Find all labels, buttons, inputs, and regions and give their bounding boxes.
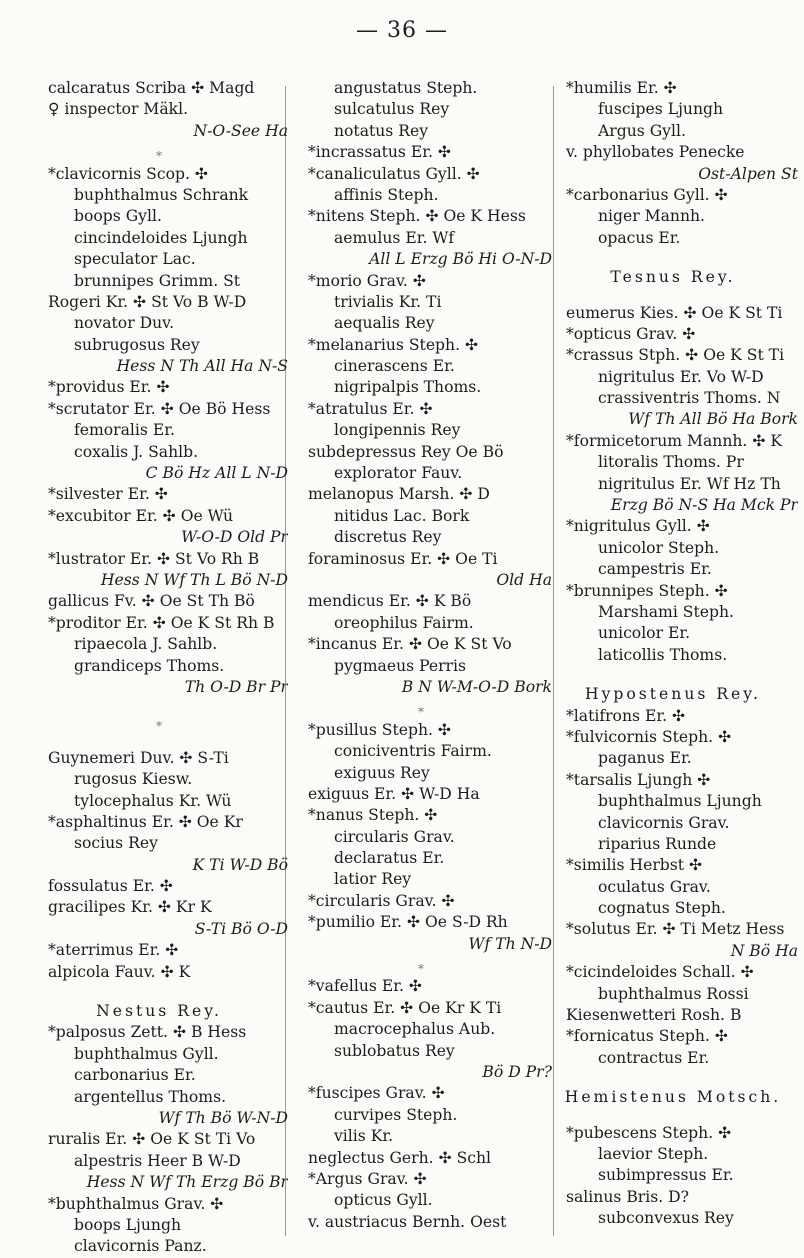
entry-line: Old Ha — [496, 570, 552, 589]
entry-line: macrocephalus Aub. — [334, 1020, 496, 1039]
entry-line: novator Duv. — [74, 314, 175, 333]
entry-line: latior Rey — [334, 870, 412, 889]
entry-line: boops Gyll. — [74, 207, 162, 226]
entry-line — [30, 698, 288, 712]
entry-line: speculator Lac. — [74, 250, 196, 269]
entry-line: *incanus Er. ✣ Oe K St Vo — [308, 635, 512, 654]
entry-line: *incrassatus Er. ✣ — [308, 143, 451, 162]
entry-line: buphthalmus Schrank — [74, 185, 249, 204]
entry-line: grandiceps Thoms. — [74, 656, 225, 675]
entry-line: affinis Steph. — [334, 185, 439, 204]
entry-line: Hess N Wf Th L Bö N-D — [100, 570, 288, 589]
entry-line: Guynemeri Duv. ✣ S-Ti — [48, 748, 229, 767]
entry-line: *crassus Stph. ✣ Oe K St Ti — [566, 346, 785, 365]
entry-line — [548, 1109, 798, 1123]
entry-line: Wf Th Bö W-N-D — [158, 1108, 288, 1127]
entry-line: *nanus Steph. ✣ — [308, 806, 438, 825]
genus-heading: Hemistenus Motsch. — [564, 1088, 782, 1107]
entry-line: tylocephalus Kr. Wü — [74, 791, 232, 810]
entry-line: mendicus Er. ✣ K Bö — [308, 592, 472, 611]
entry-line: longipennis Rey — [334, 421, 461, 440]
entry-line: K Ti W-D Bö — [192, 855, 288, 874]
entry-line: subconvexus Rey — [598, 1209, 734, 1228]
entry-line: *brunnipes Steph. ✣ — [566, 581, 728, 600]
entry-line: v. phyllobates Penecke — [566, 143, 745, 162]
entry-line: rugosus Kiesw. — [74, 770, 193, 789]
entry-line: laevior Steph. — [598, 1144, 709, 1163]
entry-line: *cautus Er. ✣ Oe Kr K Ti — [308, 998, 502, 1017]
entry-line: *palposus Zett. ✣ B Hess — [48, 1023, 247, 1042]
entry-line: *excubitor Er. ✣ Oe Wü — [48, 506, 234, 525]
entry-line: *lustrator Er. ✣ St Vo Rh B — [48, 549, 260, 568]
entry-line: *morio Grav. ✣ — [308, 271, 426, 290]
entry-line: sublobatus Rey — [334, 1041, 455, 1060]
entry-line: laticollis Thoms. — [598, 645, 728, 664]
entry-line: Bö D Pr? — [482, 1062, 552, 1081]
entry-line — [30, 983, 288, 997]
entry-line: gallicus Fv. ✣ Oe St Th Bö — [48, 592, 255, 611]
entry-line: *formicetorum Mannh. ✣ K — [566, 431, 783, 450]
text-column-right — [548, 78, 798, 1230]
entry-line: All L Erzg Bö Hi O-N-D — [369, 250, 552, 269]
entry-line: unicolor Steph. — [598, 538, 720, 557]
entry-line: coxalis J. Sahlb. — [74, 442, 199, 461]
text-column-middle — [290, 78, 552, 1233]
entry-line: *silvester Er. ✣ — [48, 485, 168, 504]
section-separator: ⁎ — [418, 701, 424, 716]
entry-line: exiguus Er. ✣ W-D Ha — [308, 784, 480, 803]
entry-line: argentellus Thoms. — [74, 1087, 227, 1106]
entry-line: boops Ljungh — [74, 1215, 182, 1234]
entry-line — [548, 289, 798, 303]
entry-line: notatus Rey — [334, 121, 429, 140]
entry-line: campestris Er. — [598, 560, 712, 579]
entry-line: opticus Gyll. — [334, 1191, 433, 1210]
entry-line: *melanarius Steph. ✣ — [308, 335, 479, 354]
entry-line: S-Ti Bö O-D — [194, 919, 288, 938]
entry-line: Argus Gyll. — [598, 121, 686, 140]
entry-line: *pubescens Steph. ✣ — [566, 1123, 732, 1142]
entry-line: riparius Runde — [598, 834, 717, 853]
entry-line: N Bö Ha — [730, 941, 798, 960]
entry-line: Rogeri Kr. ✣ St Vo B W-D — [48, 292, 247, 311]
entry-line: buphthalmus Ljungh — [598, 792, 762, 811]
entry-line: *tarsalis Ljungh ✣ — [566, 770, 711, 789]
entry-line: clavicornis Panz. — [74, 1237, 207, 1256]
entry-line: v. austriacus Bernh. Oest — [308, 1212, 507, 1231]
entry-line: *solutus Er. ✣ Ti Metz Hess — [566, 920, 785, 939]
entry-line: W-O-D Old Pr — [181, 528, 288, 547]
entry-line: *Argus Grav. ✣ — [308, 1169, 427, 1188]
entry-line: discretus Rey — [334, 528, 442, 547]
entry-line: neglectus Gerh. ✣ Schl — [308, 1148, 492, 1167]
entry-line: *cicindeloides Schall. ✣ — [566, 963, 754, 982]
entry-line: opacus Er. — [598, 228, 681, 247]
page-number: — 36 — — [356, 18, 448, 43]
entry-line — [548, 666, 798, 680]
genus-heading: Hypostenus Rey. — [585, 685, 761, 704]
entry-line: declaratus Er. — [334, 849, 445, 868]
entry-line: vilis Kr. — [334, 1127, 394, 1146]
entry-line: *carbonarius Gyll. ✣ — [566, 185, 728, 204]
entry-line: *nigritulus Gyll. ✣ — [566, 517, 710, 536]
entry-line: *circularis Grav. ✣ — [308, 891, 455, 910]
entry-line: femoralis Er. — [74, 421, 175, 440]
entry-line: gracilipes Kr. ✣ Kr K — [48, 898, 212, 917]
entry-line — [30, 734, 288, 748]
entry-line: circularis Grav. — [334, 827, 455, 846]
entry-line: ruralis Er. ✣ Oe K St Ti Vo — [48, 1130, 256, 1149]
entry-line: *opticus Grav. ✣ — [566, 324, 696, 343]
entry-line: subdepressus Rey Oe Bö — [308, 442, 504, 461]
entry-line: *similis Herbst ✣ — [566, 856, 703, 875]
entry-line: contractus Er. — [598, 1048, 710, 1067]
entry-line: trivialis Kr. Ti — [334, 292, 442, 311]
entry-line: Wf Th All Bö Ha Bork — [628, 410, 798, 429]
entry-line: explorator Fauv. — [334, 464, 463, 483]
entry-line: fossulatus Er. ✣ — [48, 877, 173, 896]
entry-line: Th O-D Br Pr — [184, 677, 288, 696]
entry-line: *aterrimus Er. ✣ — [48, 941, 179, 960]
entry-line: *fulvicornis Steph. ✣ — [566, 727, 732, 746]
entry-line: alpestris Heer B W-D — [74, 1151, 241, 1170]
entry-line: unicolor Er. — [598, 624, 691, 643]
entry-line: cognatus Steph. — [598, 899, 726, 918]
entry-line: *atratulus Er. ✣ — [308, 399, 433, 418]
entry-line: Hess N Wf Th Erzg Bö Br — [86, 1173, 288, 1192]
entry-line: melanopus Marsh. ✣ D — [308, 485, 490, 504]
entry-line: *vafellus Er. ✣ — [308, 977, 422, 996]
entry-line: subimpressus Er. — [598, 1166, 734, 1185]
entry-line: ripaecola J. Sahlb. — [74, 635, 218, 654]
entry-line: *scrutator Er. ✣ Oe Bö Hess — [48, 399, 271, 418]
entry-line: angustatus Steph. — [334, 79, 478, 97]
entry-line: Marshami Steph. — [598, 602, 734, 621]
entry-line: Kiesenwetteri Rosh. B — [566, 1006, 742, 1025]
entry-line: Hess N Th All Ha N-S — [116, 357, 288, 376]
entry-line: N-O-See Ha — [193, 121, 288, 140]
section-separator: ⁎ — [156, 715, 162, 730]
entry-line: *asphaltinus Er. ✣ Oe Kr — [48, 812, 243, 831]
entry-line: aequalis Rey — [334, 314, 435, 333]
entry-line: alpicola Fauv. ✣ K — [48, 962, 191, 981]
entry-line: Ost-Alpen St — [698, 164, 798, 183]
entry-line: foraminosus Er. ✣ Oe Ti — [308, 549, 498, 568]
entry-line: clavicornis Grav. — [598, 813, 730, 832]
entry-line: *nitens Steph. ✣ Oe K Hess — [308, 207, 526, 226]
entry-line: salinus Bris. D? — [566, 1187, 689, 1206]
entry-line: *pusillus Steph. ✣ — [308, 720, 451, 739]
entry-line — [548, 1069, 798, 1083]
entry-line: socius Rey — [74, 834, 158, 853]
entry-line: *providus Er. ✣ — [48, 378, 170, 397]
genus-heading: Tesnus Rey. — [610, 268, 736, 287]
entry-line: curvipes Steph. — [334, 1105, 458, 1124]
entry-line: *canaliculatus Gyll. ✣ — [308, 164, 480, 183]
entry-line: *humilis Er. ✣ — [566, 79, 677, 97]
entry-line: carbonarius Er. — [74, 1066, 196, 1085]
entry-line: cincindeloides Ljungh — [74, 228, 248, 247]
entry-line: eumerus Kies. ✣ Oe K St Ti — [566, 303, 783, 322]
section-separator: ⁎ — [156, 145, 162, 160]
entry-line: pygmaeus Perris — [334, 656, 467, 675]
entry-line: cinerascens Er. — [334, 357, 455, 376]
entry-line: B N W-M-O-D Bork — [401, 677, 552, 696]
entry-line: *clavicornis Scop. ✣ — [48, 164, 208, 183]
entry-line: nigritulus Er. Wf Hz Th — [598, 474, 781, 493]
entry-line: crassiventris Thoms. N — [598, 389, 781, 408]
entry-line: oculatus Grav. — [598, 877, 711, 896]
entry-line: *latifrons Er. ✣ — [566, 706, 686, 725]
text-column-left — [30, 78, 288, 1258]
entry-line: subrugosus Rey — [74, 335, 200, 354]
entry-line: paganus Er. — [598, 749, 692, 768]
entry-line: *buphthalmus Grav. ✣ — [48, 1194, 224, 1213]
entry-line: *pumilio Er. ✣ Oe S-D Rh — [308, 913, 508, 932]
section-separator: ⁎ — [418, 958, 424, 973]
entry-line: Erzg Bö N-S Ha Mck Pr — [610, 496, 798, 515]
entry-line: litoralis Thoms. Pr — [598, 453, 744, 472]
entry-line: *proditor Er. ✣ Oe K St Rh B — [48, 613, 275, 632]
entry-line: *fuscipes Grav. ✣ — [308, 1084, 445, 1103]
entry-line: nigritulus Er. Vo W-D — [598, 367, 764, 386]
entry-line: buphthalmus Rossi — [598, 984, 749, 1003]
entry-line: sulcatulus Rey — [334, 100, 450, 119]
entry-line: nigripalpis Thoms. — [334, 378, 482, 397]
genus-heading: Nestus Rey. — [96, 1002, 222, 1021]
entry-line: niger Mannh. — [598, 207, 706, 226]
entry-line: C Bö Hz All L N-D — [145, 464, 288, 483]
entry-line: nitidus Lac. Bork — [334, 506, 470, 525]
entry-line: brunnipes Grimm. St — [74, 271, 241, 290]
entry-line: calcaratus Scriba ✣ Magd — [48, 79, 255, 97]
entry-line: fuscipes Ljungh — [598, 100, 724, 119]
entry-line — [548, 249, 798, 263]
entry-line: ♀ inspector Mäkl. — [48, 100, 189, 119]
entry-line: coniciventris Fairm. — [334, 742, 492, 761]
entry-line: *fornicatus Steph. ✣ — [566, 1027, 728, 1046]
entry-line: oreophilus Fairm. — [334, 613, 474, 632]
entry-line: Wf Th N-D — [468, 934, 552, 953]
entry-line: aemulus Er. Wf — [334, 228, 455, 247]
entry-line: exiguus Rey — [334, 763, 430, 782]
entry-line: buphthalmus Gyll. — [74, 1044, 219, 1063]
